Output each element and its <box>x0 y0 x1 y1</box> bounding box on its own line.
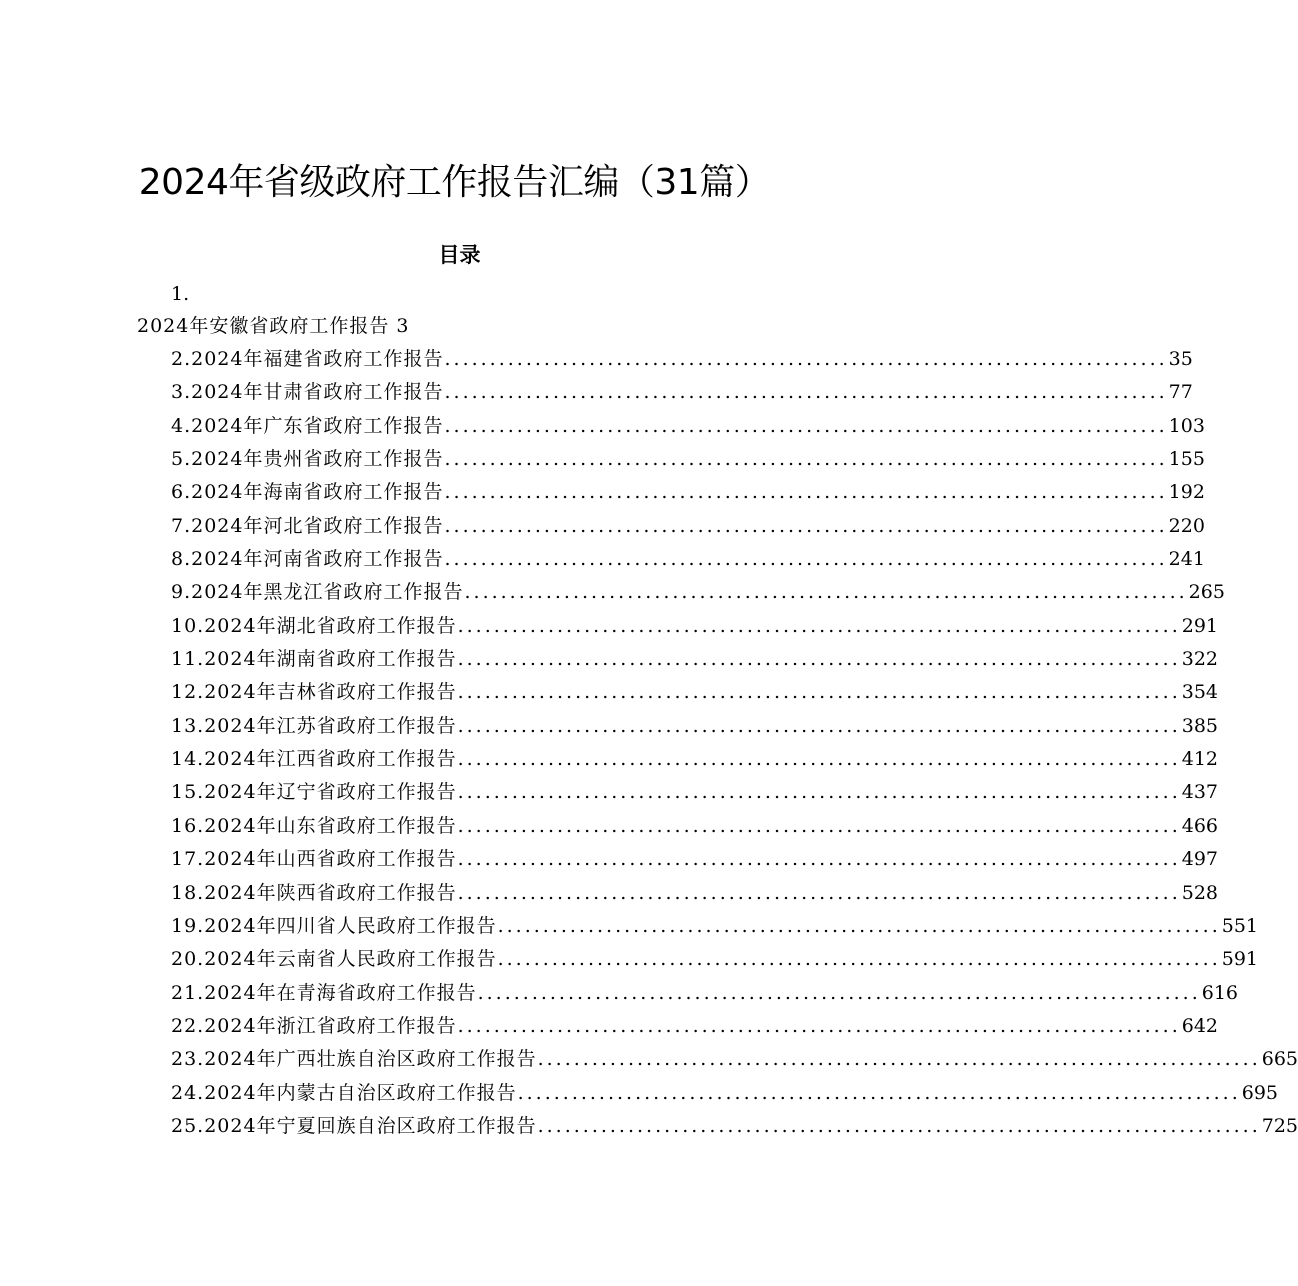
toc-dot-leader: ................................................................................ <box>457 681 1181 704</box>
toc-heading: 目录 <box>438 242 481 267</box>
toc-entry-page-number: 616 <box>1201 981 1239 1004</box>
toc-entry-label: 10.2024年湖北省政府工作报告 <box>171 614 457 637</box>
toc-dot-leader: ................................................................................ <box>457 648 1181 671</box>
toc-dot-leader: ................................................................................ <box>457 1014 1181 1037</box>
toc-dot-leader: ................................................................................ <box>477 981 1201 1004</box>
toc-entry-label: 14.2024年江西省政府工作报告 <box>171 748 457 771</box>
toc-dot-leader: ................................................................................ <box>497 914 1221 937</box>
toc-dot-leader: ................................................................................ <box>444 414 1168 437</box>
toc-entry[interactable] <box>171 443 1205 476</box>
toc-entry[interactable] <box>171 676 1219 709</box>
toc-entry-1-text[interactable]: 2024年安徽省政府工作报告 3 <box>137 315 410 337</box>
toc-entry[interactable] <box>171 843 1219 876</box>
toc-entry-label: 5.2024年贵州省政府工作报告 <box>171 448 444 471</box>
toc-dot-leader: ................................................................................ <box>444 381 1168 404</box>
toc-entry[interactable] <box>171 776 1219 809</box>
toc-entry-label: 13.2024年江苏省政府工作报告 <box>171 714 457 737</box>
toc-entry-page-number: 528 <box>1181 881 1219 904</box>
toc-dot-leader: ................................................................................ <box>537 1048 1261 1071</box>
toc-entry[interactable] <box>171 877 1219 910</box>
toc-entry-label: 25.2024年宁夏回族自治区政府工作报告 <box>171 1114 537 1137</box>
toc-entry-label: 15.2024年辽宁省政府工作报告 <box>171 781 457 804</box>
toc-list <box>171 343 1298 1143</box>
toc-entry-1-number: 1. <box>171 283 190 305</box>
toc-entry[interactable] <box>171 410 1205 443</box>
toc-entry-page-number: 103 <box>1168 414 1205 437</box>
toc-entry-page-number: 551 <box>1221 914 1259 937</box>
toc-dot-leader: ................................................................................ <box>457 781 1181 804</box>
toc-entry-page-number: 466 <box>1181 814 1219 837</box>
toc-dot-leader: ................................................................................ <box>457 714 1181 737</box>
toc-entry-page-number: 497 <box>1181 848 1219 871</box>
toc-entry-label: 20.2024年云南省人民政府工作报告 <box>171 948 497 971</box>
toc-entry-page-number: 665 <box>1261 1048 1298 1071</box>
toc-entry-label: 2.2024年福建省政府工作报告 <box>171 348 444 370</box>
toc-entry-label: 21.2024年在青海省政府工作报告 <box>171 981 477 1004</box>
toc-entry-page-number: 241 <box>1168 548 1205 571</box>
toc-entry-label: 12.2024年吉林省政府工作报告 <box>171 681 457 704</box>
toc-dot-leader: ................................................................................ <box>457 748 1181 771</box>
toc-entry-label: 3.2024年甘肃省政府工作报告 <box>171 381 444 404</box>
toc-entry-page-number: 220 <box>1168 514 1205 537</box>
toc-entry-label: 22.2024年浙江省政府工作报告 <box>171 1014 457 1037</box>
toc-entry[interactable] <box>171 1110 1298 1143</box>
toc-entry-label: 9.2024年黑龙江省政府工作报告 <box>171 581 464 604</box>
toc-entry-label: 7.2024年河北省政府工作报告 <box>171 514 444 537</box>
toc-dot-leader: ................................................................................ <box>517 1081 1241 1104</box>
toc-entry[interactable] <box>171 810 1219 843</box>
toc-entry-page-number: 354 <box>1181 681 1219 704</box>
toc-dot-leader: ................................................................................ <box>444 481 1168 504</box>
toc-entry[interactable] <box>171 1043 1298 1076</box>
toc-entry-label: 24.2024年内蒙古自治区政府工作报告 <box>171 1081 517 1104</box>
toc-entry[interactable] <box>171 476 1205 509</box>
toc-entry[interactable] <box>171 910 1259 943</box>
toc-dot-leader: ................................................................................ <box>444 348 1168 370</box>
toc-entry-page-number: 291 <box>1181 614 1219 637</box>
toc-entry-page-number: 412 <box>1181 748 1219 771</box>
toc-entry-page-number: 77 <box>1168 381 1193 404</box>
document-title: 2024年省级政府工作报告汇编（31篇） <box>138 162 771 203</box>
toc-entry-label: 6.2024年海南省政府工作报告 <box>171 481 444 504</box>
toc-entry[interactable] <box>171 1077 1279 1110</box>
toc-entry-label: 4.2024年广东省政府工作报告 <box>171 414 444 437</box>
toc-entry[interactable] <box>171 576 1225 609</box>
toc-entry-label: 11.2024年湖南省政府工作报告 <box>171 648 457 671</box>
toc-entry[interactable] <box>171 343 1193 376</box>
toc-dot-leader: ................................................................................ <box>444 514 1168 537</box>
toc-dot-leader: ................................................................................ <box>457 814 1181 837</box>
toc-entry[interactable] <box>171 1010 1219 1043</box>
toc-entry-label: 8.2024年河南省政府工作报告 <box>171 548 444 571</box>
toc-dot-leader: ................................................................................ <box>444 448 1168 471</box>
toc-entry-page-number: 192 <box>1168 481 1205 504</box>
toc-entry[interactable] <box>171 743 1219 776</box>
toc-entry-page-number: 591 <box>1221 948 1259 971</box>
toc-entry-page-number: 642 <box>1181 1014 1219 1037</box>
toc-entry[interactable] <box>171 543 1205 576</box>
toc-entry[interactable] <box>171 610 1219 643</box>
toc-dot-leader: ................................................................................ <box>457 848 1181 871</box>
toc-dot-leader: ................................................................................ <box>497 948 1221 971</box>
toc-entry-label: 17.2024年山西省政府工作报告 <box>171 848 457 871</box>
toc-entry-label: 16.2024年山东省政府工作报告 <box>171 814 457 837</box>
toc-entry[interactable] <box>171 710 1219 743</box>
toc-dot-leader: ................................................................................ <box>464 581 1188 604</box>
toc-dot-leader: ................................................................................ <box>457 881 1181 904</box>
toc-entry-page-number: 265 <box>1188 581 1225 604</box>
toc-entry-label: 23.2024年广西壮族自治区政府工作报告 <box>171 1048 537 1071</box>
toc-entry[interactable] <box>171 943 1259 976</box>
toc-entry-page-number: 385 <box>1181 714 1219 737</box>
toc-entry[interactable] <box>171 643 1219 676</box>
toc-entry-page-number: 437 <box>1181 781 1219 804</box>
toc-entry-page-number: 35 <box>1168 348 1193 370</box>
toc-entry-label: 18.2024年陕西省政府工作报告 <box>171 881 457 904</box>
toc-entry[interactable] <box>171 510 1205 543</box>
toc-entry-label: 19.2024年四川省人民政府工作报告 <box>171 914 497 937</box>
toc-dot-leader: ................................................................................ <box>537 1114 1261 1137</box>
toc-entry-page-number: 322 <box>1181 648 1219 671</box>
toc-entry[interactable] <box>171 376 1193 409</box>
toc-entry[interactable] <box>171 977 1239 1010</box>
toc-entry-page-number: 725 <box>1261 1114 1298 1137</box>
toc-dot-leader: ................................................................................ <box>457 614 1181 637</box>
toc-dot-leader: ................................................................................ <box>444 548 1168 571</box>
toc-entry-page-number: 155 <box>1168 448 1205 471</box>
toc-entry-page-number: 695 <box>1241 1081 1279 1104</box>
